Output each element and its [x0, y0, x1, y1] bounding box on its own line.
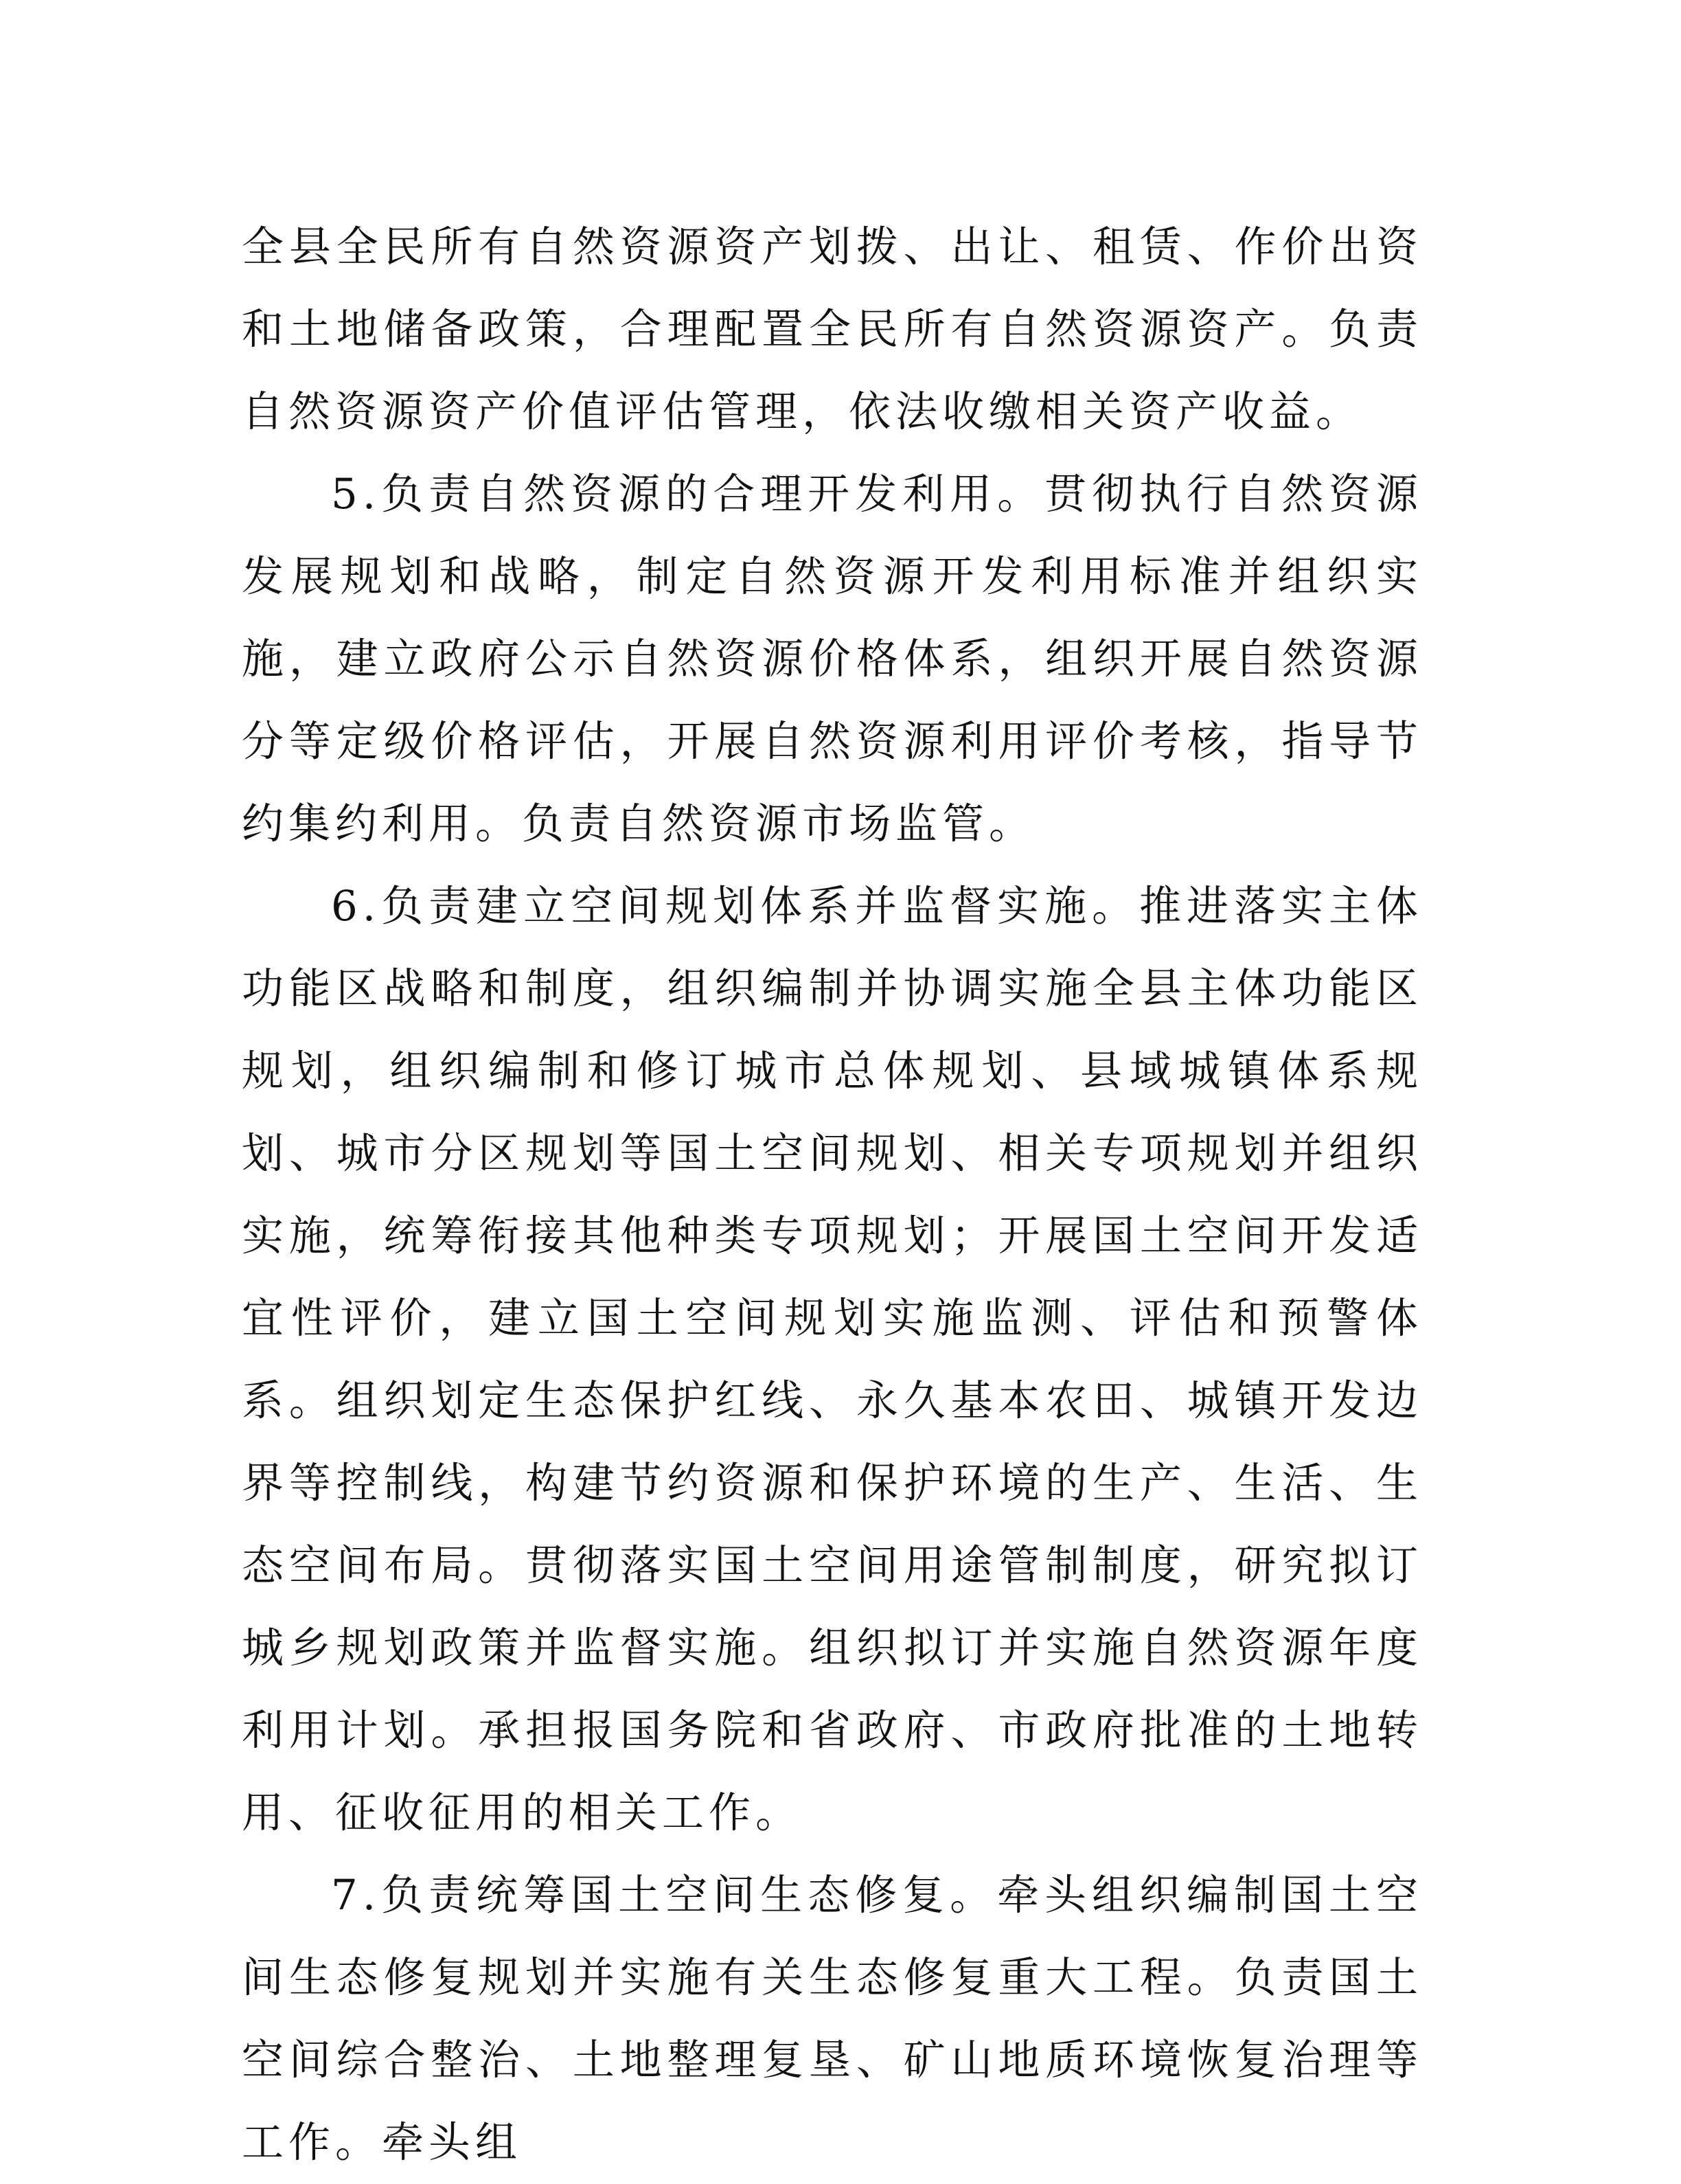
paragraph-item-7: 7.负责统筹国土空间生态修复。牵头组织编制国土空间生态修复规划并实施有关生态修复重大工程。负责国土空间综合整治、土地整理复垦、矿山地质环境恢复治理等工作。牵头组	[242, 1871, 1423, 2167]
paragraph-item-6: 6.负责建立空间规划体系并监督实施。推进落实主体功能区战略和制度，组织编制并协调实施全县主体功能区规划，组织编制和修订城市总体规划、县域城镇体系规划、城市分区规划等国土空间规划、相关专项规划并组织实施，统筹衔接其他种类专项规划；开展国土空间开发适宜性评价，建立国土空间规划实施监测、评估和预警体系。组织划定生态保护红线、永久基本农田、城镇开发边界等控制线，构建节约资源和保护环境的生产、生活、生态空间布局。贯彻落实国土空间用途管制制度，研究拟订城乡规划政策并监督实施。组织拟订并实施自然资源年度利用计划。承担报国务院和省政府、市政府批准的土地转用、征收征用的相关工作。	[242, 882, 1423, 1837]
body-text	[242, 206, 1423, 2184]
paragraph-item-5: 5.负责自然资源的合理开发利用。贯彻执行自然资源发展规划和战略，制定自然资源开发利用标准并组织实施，建立政府公示自然资源价格体系，组织开展自然资源分等定级价格评估，开展自然资源利用评价考核，指导节约集约利用。负责自然资源市场监管。	[242, 470, 1423, 848]
paragraph-continuation: 全县全民所有自然资源资产划拨、出让、租赁、作价出资和土地储备政策，合理配置全民所有自然资源资产。负责自然资源资产价值评估管理，依法收缴相关资产收益。	[242, 223, 1423, 436]
